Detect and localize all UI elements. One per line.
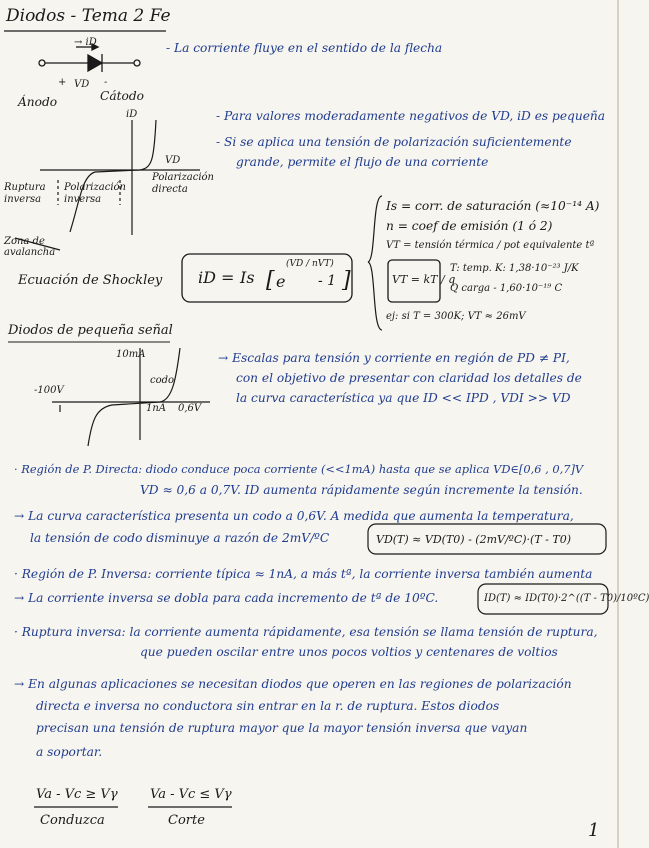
pol-inversa-label: Polarización inversa: [64, 182, 126, 205]
shockley-bracket-open: [: [266, 268, 275, 293]
inversa-line-b: → La corriente inversa se dobla para cada incremento de tª de 10ºC.: [14, 591, 439, 605]
codo-label: codo: [150, 375, 175, 386]
small-signal-heading: Diodos de pequeña señal: [8, 323, 173, 338]
corte-formula: Va - Vc ≤ Vγ: [150, 787, 232, 802]
applications-line-1: → En algunas aplicaciones se necesitan diodos que operen en las regiones de polarización: [14, 677, 572, 691]
temp-constant: T: temp. K: 1,38·10⁻²³ J/K: [450, 263, 579, 274]
ruptura-line-b: que pueden oscilar entre unos pocos voltios y centenares de voltios: [140, 645, 558, 659]
scale-note-b: con el objetivo de presentar con claridad los detalles de: [236, 371, 582, 385]
pol-directa-label: Polarización directa: [152, 172, 214, 195]
vt-example: ej: si T = 300K; VT ≈ 26mV: [386, 311, 526, 322]
curva-line-a: → La curva característica presenta un codo a 0,6V. A medida que aumenta la temperatura,: [14, 509, 574, 523]
axis-neg100v: -100V: [34, 385, 64, 396]
id-axis-label: iD: [126, 109, 138, 120]
shockley-bracket-close: ]: [342, 268, 351, 293]
vd-label: VD: [74, 79, 90, 90]
shockley-lhs: iD =: [198, 268, 235, 287]
minus-label: -: [104, 77, 108, 88]
note-negative: - Para valores moderadamente negativos de VD, iD es pequeña: [216, 109, 606, 123]
curva-line-b: la tensión de codo disminuye a razón de 2mV/ºC: [30, 531, 330, 545]
vt-definition: VT = tensión térmica / pot equivalente tª: [386, 240, 595, 251]
page-number: 1: [588, 820, 600, 841]
is-definition: Is = corr. de saturación (≈10⁻¹⁴ A): [386, 199, 600, 213]
shockley-is: Is: [240, 268, 255, 287]
note-polarization-b: grande, permite el flujo de una corriente: [236, 155, 489, 169]
vt-formula: VT = kT / q: [392, 273, 456, 286]
avalancha-label: Zona de avalancha: [4, 236, 56, 258]
axis-10ma: 10mA: [116, 349, 146, 360]
flow-note: - La corriente fluye en el sentido de la flecha: [166, 41, 443, 55]
inversa-line-a: · Región de P. Inversa: corriente típica ≈ 1nA, a más tª, la corriente inversa también aumenta: [14, 567, 593, 581]
directa-line-a: · Región de P. Directa: diodo conduce poca corriente (<<1mA) hasta que se aplica VD∈[0,6 , 0,7]V: [14, 462, 584, 476]
page-title: Diodos - Tema 2 Fe: [6, 6, 171, 26]
applications-line-2: directa e inversa no conductora sin entrar en la r. de ruptura. Estos diodos: [36, 699, 500, 713]
scale-note-a: → Escalas para tensión y corriente en región de PD ≠ PI,: [218, 351, 570, 365]
axis-06v: 0,6V: [178, 403, 202, 414]
scale-note-c: la curva característica ya que ID << IPD , VDI >> VD: [236, 391, 571, 405]
directa-line-b: VD ≈ 0,6 a 0,7V. ID aumenta rápidamente según incremente la tensión.: [140, 483, 583, 497]
note-polarization-a: - Si se aplica una tensión de polarización suficientemente: [216, 135, 572, 149]
n-definition: n = coef de emisión (1 ó 2): [386, 219, 553, 233]
conduce-formula: Va - Vc ≥ Vγ: [36, 787, 118, 802]
plus-label: +: [58, 77, 67, 88]
shockley-minus1: - 1: [318, 273, 337, 289]
anodo-label: Ánodo: [18, 95, 58, 109]
shockley-label: Ecuación de Shockley: [18, 273, 163, 288]
shockley-exponent: (VD / nVT): [286, 259, 334, 269]
catodo-label: Cátodo: [100, 89, 144, 103]
id-arrow-label: → iD: [74, 37, 97, 48]
corte-label: Corte: [168, 813, 205, 828]
axis-1na: 1nA: [146, 403, 167, 414]
ruptura-line-a: · Ruptura inversa: la corriente aumenta rápidamente, esa tensión se llama tensión de ruptura,: [14, 625, 598, 639]
applications-line-3: precisan una tensión de ruptura mayor que la mayor tensión inversa que vayan: [36, 721, 528, 735]
ruptura-label: Ruptura inversa: [4, 182, 46, 205]
inverse-current-formula: ID(T) ≈ ID(T0)·2^((T - T0)/10ºC): [484, 593, 649, 604]
applications-line-4: a soportar.: [36, 745, 103, 759]
small-signal-curve-chart: [52, 348, 210, 446]
charge-constant: Q carga - 1,60·10⁻¹⁹ C: [450, 283, 563, 294]
conduce-label: Conduzca: [40, 813, 105, 828]
shockley-e: e: [276, 272, 286, 291]
vd-axis-label: VD: [165, 155, 181, 166]
diode-symbol-icon: [39, 44, 140, 72]
temp-formula: VD(T) ≈ VD(T0) - (2mV/ºC)·(T - T0): [376, 533, 571, 546]
